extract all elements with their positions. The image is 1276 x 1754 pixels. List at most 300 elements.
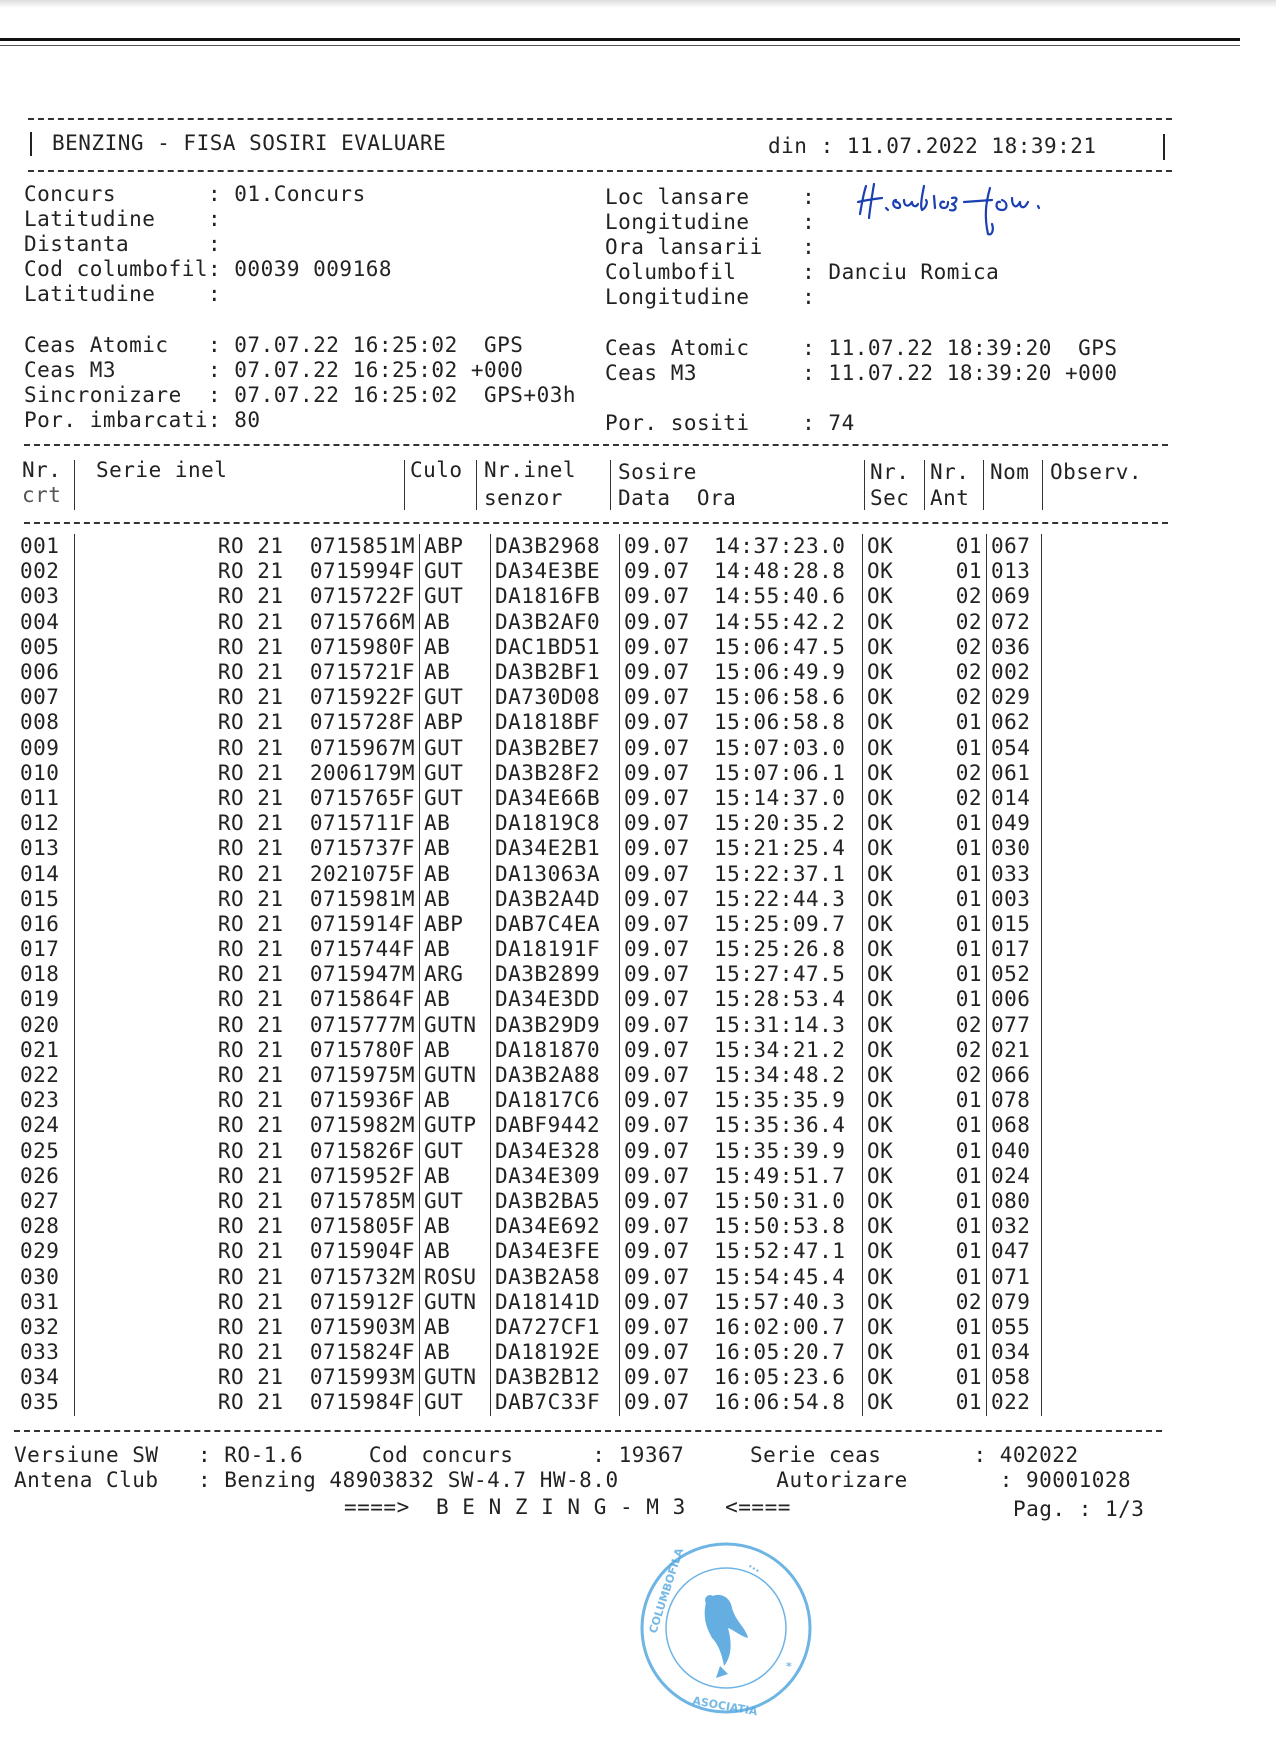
row-ora: 15:14:37.0 — [714, 786, 863, 811]
row-data: 09.07 — [624, 1340, 690, 1365]
row-serie: RO 21 0715914F — [75, 912, 420, 937]
row-senzor: DA18192E — [491, 1340, 620, 1365]
row-sec: OK — [867, 634, 894, 659]
row-culo: AB — [420, 1340, 491, 1365]
row-sec: OK — [867, 1390, 894, 1415]
row-sec: OK — [867, 1163, 894, 1188]
row-ora: 15:50:53.8 — [714, 1214, 863, 1239]
row-ant: 02 — [927, 1063, 987, 1088]
row-nom: 017 — [987, 937, 1042, 962]
row-serie: RO 21 0715722F — [75, 584, 420, 609]
row-ora: 15:07:03.0 — [714, 736, 863, 761]
row-ora: 15:06:58.6 — [714, 685, 863, 710]
table-row — [20, 635, 1042, 660]
table-row — [20, 761, 1042, 786]
row-serie: RO 21 0715952F — [75, 1164, 420, 1189]
row-nr: 012 — [20, 811, 75, 836]
row-ant: 02 — [927, 1013, 987, 1038]
row-nom: 078 — [987, 1088, 1042, 1113]
row-ora: 15:20:35.2 — [714, 811, 863, 836]
row-data: 09.07 — [624, 1088, 690, 1113]
row-data: 09.07 — [624, 1188, 690, 1213]
row-ant: 01 — [927, 1164, 987, 1189]
row-serie: RO 21 2006179M — [75, 761, 420, 786]
row-serie: RO 21 0715903M — [75, 1315, 420, 1340]
row-serie: RO 21 0715980F — [75, 635, 420, 660]
clock-atomic-end: Ceas Atomic : 11.07.22 18:39:20 GPS — [605, 336, 1118, 360]
row-serie: RO 21 0715721F — [75, 660, 420, 685]
row-ora: 15:06:58.8 — [714, 710, 863, 735]
row-senzor: DA34E309 — [491, 1164, 620, 1189]
row-culo: GUT — [420, 1390, 491, 1415]
row-ora: 15:52:47.1 — [714, 1239, 863, 1264]
row-ora: 15:06:49.9 — [714, 660, 863, 685]
table-row — [20, 836, 1042, 861]
row-nom: 055 — [987, 1315, 1042, 1340]
row-data: 09.07 — [624, 584, 690, 609]
row-ora: 15:35:36.4 — [714, 1113, 863, 1138]
table-row — [20, 660, 1042, 685]
scan-top-line-thin — [0, 45, 1240, 46]
col-senzor-line1: Nr.inel — [484, 458, 577, 482]
row-ant: 02 — [927, 610, 987, 635]
row-ora: 15:06:47.5 — [714, 635, 863, 660]
row-serie: RO 21 0715981M — [75, 887, 420, 912]
page-number: Pag. : 1/3 — [1013, 1497, 1145, 1521]
row-culo: ARG — [420, 962, 491, 987]
row-data: 09.07 — [624, 1037, 690, 1062]
row-ant: 01 — [927, 1189, 987, 1214]
row-data: 09.07 — [624, 1214, 690, 1239]
row-data: 09.07 — [624, 760, 690, 785]
col-sep-4 — [610, 460, 611, 510]
row-ant: 01 — [927, 1365, 987, 1390]
table-row — [20, 786, 1042, 811]
row-sec: OK — [867, 1264, 894, 1289]
info-cod-columbofil: Cod columbofil: 00039 009168 — [24, 257, 393, 281]
row-ant: 01 — [927, 836, 987, 861]
info-longitudine: Longitudine : — [605, 210, 816, 234]
row-nom: 006 — [987, 987, 1042, 1012]
row-culo: AB — [420, 610, 491, 635]
row-ora: 15:22:44.3 — [714, 887, 863, 912]
row-culo: AB — [420, 1164, 491, 1189]
footer-line-1: Versiune SW : RO-1.6 Cod concurs : 19367 Serie ceas : 402022 — [14, 1443, 1079, 1467]
svg-text:...: ... — [746, 1557, 764, 1576]
row-serie: RO 21 0715732M — [75, 1264, 420, 1289]
row-nom: 061 — [987, 761, 1042, 786]
header-bottom-divider — [28, 170, 1172, 172]
row-senzor: DA34E692 — [491, 1214, 620, 1239]
col-sep-5 — [864, 460, 865, 510]
row-sec: OK — [867, 660, 894, 685]
row-data: 09.07 — [624, 1390, 690, 1415]
table-row — [20, 861, 1042, 886]
row-nom: 002 — [987, 660, 1042, 685]
svg-text:ASOCIATIA: ASOCIATIA — [691, 1694, 759, 1718]
row-serie: RO 21 0715993M — [75, 1365, 420, 1390]
row-nom: 047 — [987, 1239, 1042, 1264]
row-ora: 16:05:23.6 — [714, 1365, 863, 1390]
row-senzor: DA34E3BE — [491, 559, 620, 584]
row-nr: 014 — [20, 861, 75, 886]
row-senzor: DA34E328 — [491, 1139, 620, 1164]
table-row — [20, 559, 1042, 584]
row-sec: OK — [867, 685, 894, 710]
row-ant: 01 — [927, 736, 987, 761]
row-serie: RO 21 0715967M — [75, 736, 420, 761]
row-ora: 15:25:09.7 — [714, 912, 863, 937]
row-nom: 068 — [987, 1113, 1042, 1138]
row-ant: 02 — [927, 1290, 987, 1315]
row-ora: 15:35:35.9 — [714, 1088, 863, 1113]
row-nom: 052 — [987, 962, 1042, 987]
row-culo: GUTN — [420, 1365, 491, 1390]
row-data: 09.07 — [624, 609, 690, 634]
info-concurs: Concurs : 01.Concurs — [24, 182, 366, 206]
row-sec: OK — [867, 1063, 894, 1088]
row-nr: 011 — [20, 786, 75, 811]
row-nr: 007 — [20, 685, 75, 710]
col-sec-line2: Sec — [870, 486, 910, 510]
header-right-bar — [1163, 134, 1165, 160]
row-ora: 15:22:37.1 — [714, 861, 863, 886]
row-senzor: DAB7C33F — [491, 1390, 620, 1415]
row-culo: GUT — [420, 1189, 491, 1214]
row-nr: 002 — [20, 559, 75, 584]
info-latitudine-2: Latitudine : — [24, 282, 222, 306]
row-sec: OK — [867, 886, 894, 911]
row-data: 09.07 — [624, 735, 690, 760]
col-sep-8 — [1042, 460, 1043, 510]
row-ora: 15:25:26.8 — [714, 937, 863, 962]
row-culo: AB — [420, 1038, 491, 1063]
row-senzor: DABF9442 — [491, 1113, 620, 1138]
row-ant: 01 — [927, 861, 987, 886]
row-nom: 024 — [987, 1164, 1042, 1189]
row-nr: 015 — [20, 887, 75, 912]
col-sosire-line2: Data Ora — [618, 486, 737, 510]
col-nom: Nom — [990, 460, 1030, 484]
row-senzor: DA3B28F2 — [491, 761, 620, 786]
row-ant: 01 — [927, 1088, 987, 1113]
row-nr: 017 — [20, 937, 75, 962]
row-sec: OK — [867, 785, 894, 810]
row-ora: 15:31:14.3 — [714, 1013, 863, 1038]
col-nr-line1: Nr. — [22, 458, 62, 482]
table-row — [20, 736, 1042, 761]
row-data: 09.07 — [624, 1113, 690, 1138]
row-data: 09.07 — [624, 660, 690, 685]
table-row — [20, 1189, 1042, 1214]
row-data: 09.07 — [624, 634, 690, 659]
row-serie: RO 21 0715947M — [75, 962, 420, 987]
table-bottom-divider — [14, 1430, 1162, 1432]
row-ant: 01 — [927, 534, 987, 559]
row-data: 09.07 — [624, 710, 690, 735]
row-ant: 01 — [927, 987, 987, 1012]
row-ora: 16:06:54.8 — [714, 1390, 863, 1415]
row-ora: 15:49:51.7 — [714, 1164, 863, 1189]
table-row — [20, 1139, 1042, 1164]
col-serie: Serie inel — [96, 458, 228, 482]
row-nom: 066 — [987, 1063, 1042, 1088]
footer-line-2: Antena Club : Benzing 48903832 SW-4.7 HW-8.0 Autorizare : 90001028 — [14, 1468, 1132, 1492]
row-data: 09.07 — [624, 534, 690, 559]
row-nom: 062 — [987, 710, 1042, 735]
row-sec: OK — [867, 1289, 894, 1314]
report-title: BENZING - FISA SOSIRI EVALUARE — [52, 131, 447, 155]
row-senzor: DA181870 — [491, 1038, 620, 1063]
row-senzor: DA34E3DD — [491, 987, 620, 1012]
row-senzor: DA18141D — [491, 1290, 620, 1315]
handwritten-location-signature — [852, 180, 1132, 242]
row-senzor: DA1816FB — [491, 584, 620, 609]
row-sec: OK — [867, 811, 894, 836]
row-senzor: DA3B2BF1 — [491, 660, 620, 685]
row-ant: 01 — [927, 1340, 987, 1365]
row-nr: 004 — [20, 610, 75, 635]
row-serie: RO 21 0715826F — [75, 1139, 420, 1164]
row-serie: RO 21 0715785M — [75, 1189, 420, 1214]
row-ora: 15:27:47.5 — [714, 962, 863, 987]
row-culo: GUT — [420, 736, 491, 761]
row-culo: ABP — [420, 912, 491, 937]
row-ant: 01 — [927, 962, 987, 987]
row-ant: 02 — [927, 635, 987, 660]
row-culo: GUT — [420, 685, 491, 710]
row-senzor: DA34E66B — [491, 786, 620, 811]
row-sec: OK — [867, 559, 894, 584]
row-nom: 079 — [987, 1290, 1042, 1315]
row-sec: OK — [867, 987, 894, 1012]
table-row — [20, 1063, 1042, 1088]
row-data: 09.07 — [624, 1264, 690, 1289]
row-sec: OK — [867, 1037, 894, 1062]
row-data: 09.07 — [624, 836, 690, 861]
row-nr: 026 — [20, 1164, 75, 1189]
col-sep-3 — [476, 460, 477, 510]
info-distanta: Distanta : — [24, 232, 222, 256]
row-data: 09.07 — [624, 811, 690, 836]
row-data: 09.07 — [624, 911, 690, 936]
clock-sync: Sincronizare : 07.07.22 16:25:02 GPS+03h — [24, 383, 577, 407]
row-serie: RO 21 0715777M — [75, 1013, 420, 1038]
row-senzor: DA3B2899 — [491, 962, 620, 987]
report-date: din : 11.07.2022 18:39:21 — [768, 134, 1097, 158]
row-senzor: DA3B2A58 — [491, 1264, 620, 1289]
row-nom: 015 — [987, 912, 1042, 937]
scan-top-line — [0, 38, 1240, 41]
row-sec: OK — [867, 937, 894, 962]
row-culo: GUT — [420, 761, 491, 786]
row-ant: 02 — [927, 685, 987, 710]
row-serie: RO 21 0715765F — [75, 786, 420, 811]
header-top-divider — [28, 118, 1172, 120]
row-sec: OK — [867, 1138, 894, 1163]
row-serie: RO 21 0715744F — [75, 937, 420, 962]
row-nom: 069 — [987, 584, 1042, 609]
arrivals-table — [20, 534, 1042, 1416]
club-stamp — [636, 1538, 816, 1718]
row-culo: AB — [420, 660, 491, 685]
row-nr: 028 — [20, 1214, 75, 1239]
row-sec: OK — [867, 962, 894, 987]
row-culo: AB — [420, 1315, 491, 1340]
row-culo: ROSU — [420, 1264, 491, 1289]
row-ora: 15:57:40.3 — [714, 1290, 863, 1315]
row-ant: 02 — [927, 1038, 987, 1063]
row-ora: 14:48:28.8 — [714, 559, 863, 584]
col-ant-line2: Ant — [930, 486, 970, 510]
row-nom: 071 — [987, 1264, 1042, 1289]
row-culo: AB — [420, 1239, 491, 1264]
row-data: 09.07 — [624, 1239, 690, 1264]
row-nom: 029 — [987, 685, 1042, 710]
row-ant: 02 — [927, 584, 987, 609]
row-sec: OK — [867, 1365, 894, 1390]
row-sec: OK — [867, 1188, 894, 1213]
row-data: 09.07 — [624, 1289, 690, 1314]
row-data: 09.07 — [624, 1365, 690, 1390]
table-row — [20, 987, 1042, 1012]
col-sosire-line1: Sosire — [618, 460, 697, 484]
table-row — [20, 1340, 1042, 1365]
row-nr: 029 — [20, 1239, 75, 1264]
row-sec: OK — [867, 710, 894, 735]
row-ant: 01 — [927, 887, 987, 912]
row-serie: RO 21 0715936F — [75, 1088, 420, 1113]
row-culo: AB — [420, 937, 491, 962]
row-sec: OK — [867, 1012, 894, 1037]
row-ant: 01 — [927, 1315, 987, 1340]
row-senzor: DA3B2BA5 — [491, 1189, 620, 1214]
row-data: 09.07 — [624, 785, 690, 810]
row-culo: GUT — [420, 1139, 491, 1164]
row-nr: 003 — [20, 584, 75, 609]
row-nr: 035 — [20, 1390, 75, 1415]
row-sec: OK — [867, 1314, 894, 1339]
info-latitudine: Latitudine : — [24, 207, 222, 231]
row-ora: 16:02:00.7 — [714, 1315, 863, 1340]
row-ant: 02 — [927, 660, 987, 685]
col-sep-1 — [74, 460, 75, 510]
row-ant: 02 — [927, 761, 987, 786]
row-sec: OK — [867, 534, 894, 559]
row-senzor: DA3B2A88 — [491, 1063, 620, 1088]
row-ant: 01 — [927, 937, 987, 962]
row-ant: 01 — [927, 912, 987, 937]
row-ora: 15:07:06.1 — [714, 761, 863, 786]
row-nom: 077 — [987, 1013, 1042, 1038]
clock-m3-start: Ceas M3 : 07.07.22 16:25:02 +000 — [24, 358, 524, 382]
row-senzor: DA730D08 — [491, 685, 620, 710]
row-nom: 022 — [987, 1390, 1042, 1415]
row-ora: 15:50:31.0 — [714, 1189, 863, 1214]
col-sep-2 — [404, 460, 405, 510]
row-ora: 15:35:39.9 — [714, 1139, 863, 1164]
row-culo: AB — [420, 1214, 491, 1239]
row-senzor: DA13063A — [491, 861, 620, 886]
row-nr: 005 — [20, 635, 75, 660]
row-senzor: DA3B2968 — [491, 534, 620, 559]
table-row — [20, 962, 1042, 987]
row-culo: AB — [420, 811, 491, 836]
row-nr: 019 — [20, 987, 75, 1012]
row-senzor: DA34E3FE — [491, 1239, 620, 1264]
table-row — [20, 1113, 1042, 1138]
table-row — [20, 937, 1042, 962]
row-culo: GUTP — [420, 1113, 491, 1138]
row-serie: RO 21 0715982M — [75, 1113, 420, 1138]
row-nom: 021 — [987, 1038, 1042, 1063]
row-senzor: DA3B29D9 — [491, 1013, 620, 1038]
row-nr: 013 — [20, 836, 75, 861]
row-ora: 14:55:42.2 — [714, 610, 863, 635]
row-serie: RO 21 0715975M — [75, 1063, 420, 1088]
table-header-divider — [24, 522, 1168, 524]
row-sec: OK — [867, 760, 894, 785]
row-ant: 01 — [927, 559, 987, 584]
row-nom: 034 — [987, 1340, 1042, 1365]
row-nom: 014 — [987, 786, 1042, 811]
row-data: 09.07 — [624, 1012, 690, 1037]
table-row — [20, 887, 1042, 912]
row-data: 09.07 — [624, 685, 690, 710]
row-culo: AB — [420, 1088, 491, 1113]
row-nr: 020 — [20, 1013, 75, 1038]
row-sec: OK — [867, 836, 894, 861]
row-serie: RO 21 0715737F — [75, 836, 420, 861]
row-sec: OK — [867, 1113, 894, 1138]
clock-atomic-start: Ceas Atomic : 07.07.22 16:25:02 GPS — [24, 333, 524, 357]
row-nom: 058 — [987, 1365, 1042, 1390]
table-row — [20, 912, 1042, 937]
row-senzor: DA1817C6 — [491, 1088, 620, 1113]
row-ant: 01 — [927, 1239, 987, 1264]
row-nom: 032 — [987, 1214, 1042, 1239]
row-ora: 16:05:20.7 — [714, 1340, 863, 1365]
row-ant: 01 — [927, 1113, 987, 1138]
row-sec: OK — [867, 609, 894, 634]
table-row — [20, 1290, 1042, 1315]
row-nom: 054 — [987, 736, 1042, 761]
row-serie: RO 21 0715912F — [75, 1290, 420, 1315]
row-ant: 01 — [927, 1390, 987, 1415]
col-culo: Culo — [410, 458, 463, 482]
row-culo: GUTN — [420, 1290, 491, 1315]
row-senzor: DA3B2BE7 — [491, 736, 620, 761]
row-ora: 14:55:40.6 — [714, 584, 863, 609]
col-nr-line2: crt — [22, 483, 62, 507]
row-serie: RO 21 0715766M — [75, 610, 420, 635]
row-culo: GUTN — [420, 1063, 491, 1088]
table-row — [20, 1038, 1042, 1063]
row-nr: 008 — [20, 710, 75, 735]
row-nr: 030 — [20, 1264, 75, 1289]
row-nom: 072 — [987, 610, 1042, 635]
row-nr: 006 — [20, 660, 75, 685]
row-ant: 01 — [927, 1214, 987, 1239]
row-data: 09.07 — [624, 1063, 690, 1088]
row-nr: 024 — [20, 1113, 75, 1138]
row-senzor: DA34E2B1 — [491, 836, 620, 861]
table-row — [20, 584, 1042, 609]
row-culo: ABP — [420, 710, 491, 735]
row-culo: AB — [420, 887, 491, 912]
table-row — [20, 685, 1042, 710]
table-row — [20, 1164, 1042, 1189]
